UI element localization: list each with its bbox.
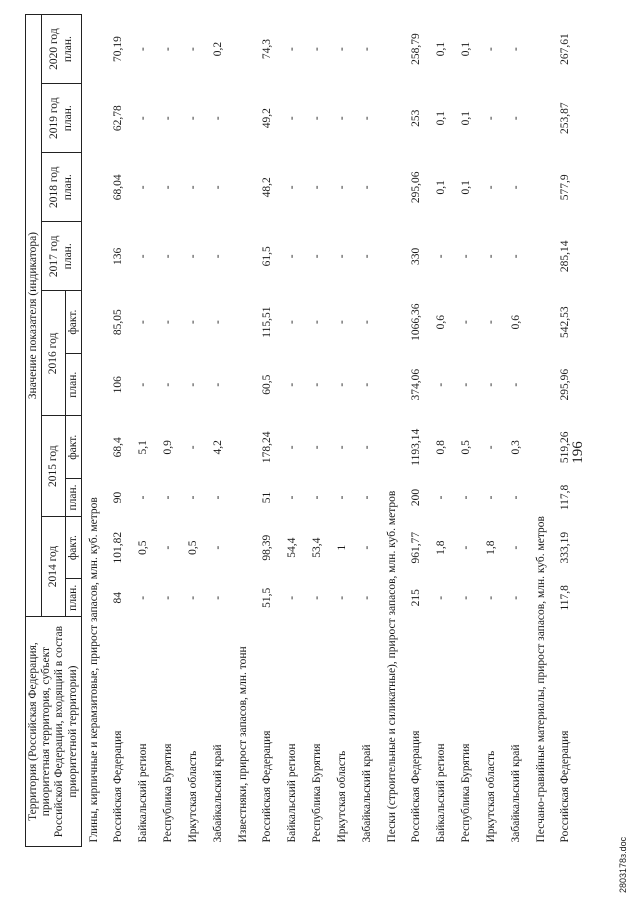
- value-cell: -: [187, 320, 200, 325]
- value-cell: -: [336, 254, 349, 259]
- value-cell: 90: [112, 491, 125, 504]
- value-cell: 1193,14: [410, 428, 423, 466]
- region-name: Российская Федерация: [410, 730, 423, 843]
- value-cell: 74,3: [261, 39, 274, 60]
- value-cell: -: [510, 116, 523, 121]
- header-year-2016: 2016 год: [42, 291, 65, 416]
- value-cell: -: [187, 47, 200, 52]
- header-territory: Территория (Российская Федерация, приоритетная территория, субъект Российской Федерации, входящий в состав приоритетной территории): [26, 617, 82, 847]
- value-cell: 101,82: [112, 531, 125, 564]
- value-cell: -: [336, 116, 349, 121]
- value-cell: 49,2: [261, 108, 274, 129]
- value-cell: 70,19: [112, 36, 125, 63]
- value-cell: 54,4: [286, 537, 299, 558]
- value-cell: -: [311, 495, 324, 500]
- table-row: [206, 15, 231, 847]
- file-reference: 2803178з.doc: [618, 836, 628, 893]
- value-cell: -: [187, 495, 200, 500]
- value-cell: -: [361, 47, 374, 52]
- value-cell: 215: [410, 589, 423, 607]
- value-cell: 961,77: [410, 531, 423, 564]
- section-title: Песчано-гравийные материалы, прирост запасов, млн. куб. метров: [534, 516, 547, 843]
- value-cell: 258,79: [410, 33, 423, 65]
- value-cell: -: [212, 185, 225, 190]
- value-cell: -: [435, 382, 448, 387]
- value-cell: -: [187, 185, 200, 190]
- value-cell: 178,24: [261, 431, 274, 464]
- table-header: [26, 15, 82, 847]
- value-cell: -: [311, 595, 324, 600]
- value-cell: -: [212, 595, 225, 600]
- region-name: Российская Федерация: [112, 730, 125, 843]
- value-cell: 0,6: [510, 314, 523, 330]
- value-cell: -: [510, 545, 523, 550]
- value-cell: -: [485, 254, 498, 259]
- value-cell: 267,61: [559, 33, 572, 65]
- value-cell: 1,8: [435, 540, 448, 555]
- value-cell: 0,1: [460, 180, 473, 195]
- value-cell: -: [162, 254, 175, 259]
- region-name: Республика Бурятия: [311, 743, 324, 843]
- value-cell: -: [212, 495, 225, 500]
- value-cell: -: [336, 47, 349, 52]
- value-cell: -: [485, 320, 498, 325]
- header-plan-2015: план.: [65, 479, 81, 517]
- value-cell: 51,5: [261, 587, 274, 608]
- value-cell: 117,8: [559, 484, 572, 511]
- region-name: Забайкальский край: [510, 744, 523, 843]
- value-cell: -: [336, 495, 349, 500]
- value-cell: -: [485, 116, 498, 121]
- value-cell: -: [510, 47, 523, 52]
- indicator-table: [25, 14, 578, 847]
- section-title: Известняки, прирост запасов, млн. тонн: [236, 646, 249, 843]
- value-cell: 0,5: [137, 540, 150, 555]
- value-cell: 1,8: [485, 540, 498, 555]
- value-cell: -: [187, 382, 200, 387]
- table-row: [131, 15, 156, 847]
- section-title: Глины, кирпичные и керамзитовые, прирост запасов, млн. куб. метров: [87, 497, 100, 843]
- header-plan-2016: план.: [65, 353, 81, 416]
- header-fact-2014: факт.: [65, 516, 81, 579]
- region-name: Байкальский регион: [435, 743, 448, 843]
- value-cell: 115,51: [261, 306, 274, 338]
- region-name: Республика Бурятия: [162, 743, 175, 843]
- value-cell: 0,1: [435, 111, 448, 126]
- value-cell: -: [162, 320, 175, 325]
- header-fact-2015: факт.: [65, 416, 81, 479]
- value-cell: -: [361, 595, 374, 600]
- value-cell: -: [510, 254, 523, 259]
- value-cell: 333,19: [559, 531, 572, 564]
- value-cell: 85,05: [112, 309, 125, 336]
- value-cell: 5,1: [137, 440, 150, 455]
- value-cell: -: [460, 595, 473, 600]
- table-row: [454, 15, 479, 847]
- value-cell: -: [286, 445, 299, 450]
- value-cell: 253,87: [559, 102, 572, 135]
- value-cell: 117,8: [559, 585, 572, 611]
- value-cell: -: [311, 445, 324, 450]
- value-cell: 62,78: [112, 105, 125, 132]
- table-row: [553, 15, 578, 847]
- value-cell: -: [212, 545, 225, 550]
- value-cell: 98,39: [261, 534, 274, 561]
- value-cell: -: [137, 47, 150, 52]
- value-cell: -: [485, 185, 498, 190]
- value-cell: 374,06: [410, 368, 423, 401]
- value-cell: 330: [410, 247, 423, 265]
- value-cell: -: [311, 116, 324, 121]
- value-cell: -: [311, 185, 324, 190]
- value-cell: -: [286, 185, 299, 190]
- value-cell: -: [485, 382, 498, 387]
- value-cell: -: [336, 320, 349, 325]
- value-cell: -: [361, 185, 374, 190]
- table-row: [479, 15, 504, 847]
- value-cell: -: [162, 495, 175, 500]
- value-cell: 0,1: [435, 41, 448, 57]
- region-name: Республика Бурятия: [460, 743, 473, 843]
- value-cell: -: [311, 320, 324, 325]
- value-cell: -: [162, 47, 175, 52]
- value-cell: -: [137, 595, 150, 600]
- page-number: 196: [570, 441, 586, 464]
- value-cell: -: [286, 382, 299, 387]
- region-name: Иркутская область: [187, 750, 200, 843]
- value-cell: -: [510, 382, 523, 387]
- value-cell: -: [311, 254, 324, 259]
- header-fact-2016: факт.: [65, 291, 81, 354]
- value-cell: -: [336, 595, 349, 600]
- value-cell: -: [212, 254, 225, 259]
- section-row: [529, 15, 553, 847]
- value-cell: -: [137, 320, 150, 325]
- value-cell: -: [336, 445, 349, 450]
- region-name: Российская Федерация: [559, 730, 572, 843]
- table-row: [156, 15, 181, 847]
- value-cell: -: [137, 116, 150, 121]
- value-cell: -: [361, 254, 374, 259]
- value-cell: -: [336, 185, 349, 190]
- section-row: [81, 15, 106, 847]
- value-cell: 84: [112, 592, 125, 604]
- value-cell: 295,96: [559, 368, 572, 401]
- value-cell: 68,04: [112, 174, 125, 201]
- value-cell: -: [212, 320, 225, 325]
- value-cell: -: [485, 495, 498, 500]
- value-cell: 1066,36: [410, 303, 423, 341]
- value-cell: 577,9: [559, 174, 572, 201]
- value-cell: 0,1: [435, 180, 448, 195]
- value-cell: 285,14: [559, 240, 572, 273]
- value-cell: -: [286, 320, 299, 325]
- value-cell: -: [286, 116, 299, 121]
- value-cell: 0,1: [460, 41, 473, 57]
- value-cell: -: [187, 595, 200, 600]
- table-row: [181, 15, 206, 847]
- table-row: [106, 15, 131, 847]
- value-cell: -: [187, 445, 200, 450]
- region-name: Байкальский регион: [137, 743, 150, 843]
- value-cell: -: [361, 320, 374, 325]
- value-cell: 295,06: [410, 171, 423, 204]
- table-row: [355, 15, 380, 847]
- value-cell: -: [137, 382, 150, 387]
- region-name: Байкальский регион: [286, 743, 299, 843]
- value-cell: -: [137, 185, 150, 190]
- value-cell: 48,2: [261, 177, 274, 198]
- value-cell: -: [212, 116, 225, 121]
- value-cell: -: [137, 495, 150, 500]
- region-name: Иркутская область: [336, 750, 349, 843]
- value-cell: -: [485, 595, 498, 600]
- table-row: [280, 15, 305, 847]
- header-year-2020: 2020 год план.: [42, 15, 82, 84]
- value-cell: -: [361, 445, 374, 450]
- value-cell: -: [162, 545, 175, 550]
- header-year-2019: 2019 год план.: [42, 84, 82, 153]
- value-cell: -: [361, 116, 374, 121]
- value-cell: -: [485, 445, 498, 450]
- value-cell: 0,5: [187, 540, 200, 555]
- header-indicator: Значение показателя (индикатора): [26, 15, 42, 617]
- value-cell: -: [361, 495, 374, 500]
- value-cell: 53,4: [311, 537, 324, 558]
- value-cell: -: [162, 595, 175, 600]
- value-cell: -: [162, 382, 175, 387]
- value-cell: 4,2: [212, 440, 225, 455]
- value-cell: -: [510, 495, 523, 500]
- value-cell: 200: [410, 488, 423, 507]
- table-row: [305, 15, 330, 847]
- value-cell: -: [361, 545, 374, 550]
- header-year-2015: 2015 год: [42, 416, 65, 516]
- header-year-2014: 2014 год: [42, 516, 65, 616]
- value-cell: 0,2: [212, 41, 225, 57]
- value-cell: 0,5: [460, 440, 473, 455]
- table-row: [330, 15, 355, 847]
- value-cell: -: [435, 254, 448, 259]
- value-cell: -: [286, 254, 299, 259]
- value-cell: -: [311, 382, 324, 387]
- value-cell: -: [460, 382, 473, 387]
- table-row: [429, 15, 454, 847]
- value-cell: -: [162, 116, 175, 121]
- section-row: [231, 15, 255, 847]
- value-cell: 106: [112, 376, 125, 394]
- value-cell: 519,26: [559, 431, 572, 464]
- table-row: [255, 15, 280, 847]
- value-cell: -: [212, 382, 225, 387]
- value-cell: 0,8: [435, 440, 448, 455]
- value-cell: -: [336, 382, 349, 387]
- region-name: Российская Федерация: [261, 730, 274, 843]
- region-name: Иркутская область: [485, 750, 498, 843]
- header-plan-2014: план.: [65, 579, 81, 617]
- value-cell: -: [137, 254, 150, 259]
- value-cell: -: [286, 595, 299, 600]
- value-cell: -: [460, 320, 473, 325]
- value-cell: -: [485, 47, 498, 52]
- value-cell: -: [460, 254, 473, 259]
- value-cell: 60,5: [261, 374, 274, 395]
- section-row: [380, 15, 404, 847]
- section-title: Пески (строительные и силикатные), прирост запасов, млн. куб. метров: [385, 490, 398, 843]
- value-cell: -: [286, 47, 299, 52]
- value-cell: 542,53: [559, 306, 572, 338]
- value-cell: -: [187, 116, 200, 121]
- value-cell: 0,6: [435, 314, 448, 330]
- value-cell: -: [187, 254, 200, 259]
- value-cell: 1: [336, 544, 349, 551]
- table-row: [504, 15, 529, 847]
- value-cell: 0,1: [460, 111, 473, 126]
- value-cell: -: [510, 185, 523, 190]
- region-name: Забайкальский край: [361, 744, 374, 843]
- value-cell: -: [510, 595, 523, 600]
- value-cell: -: [460, 495, 473, 500]
- value-cell: -: [435, 495, 448, 500]
- value-cell: -: [435, 595, 448, 600]
- value-cell: 0,3: [510, 440, 523, 455]
- value-cell: 51: [261, 491, 274, 504]
- region-name: Забайкальский край: [212, 744, 225, 843]
- value-cell: -: [361, 382, 374, 387]
- value-cell: 68,4: [112, 437, 125, 458]
- value-cell: -: [460, 545, 473, 550]
- value-cell: -: [286, 495, 299, 500]
- value-cell: 253: [410, 109, 423, 127]
- value-cell: 61,5: [261, 246, 274, 267]
- table-body: [81, 15, 578, 847]
- table-row: [404, 15, 429, 847]
- value-cell: -: [162, 185, 175, 190]
- value-cell: 136: [112, 247, 125, 265]
- header-year-2018: 2018 год план.: [42, 153, 82, 222]
- header-year-2017: 2017 год план.: [42, 222, 82, 291]
- value-cell: 0,9: [162, 440, 175, 455]
- value-cell: -: [311, 47, 324, 52]
